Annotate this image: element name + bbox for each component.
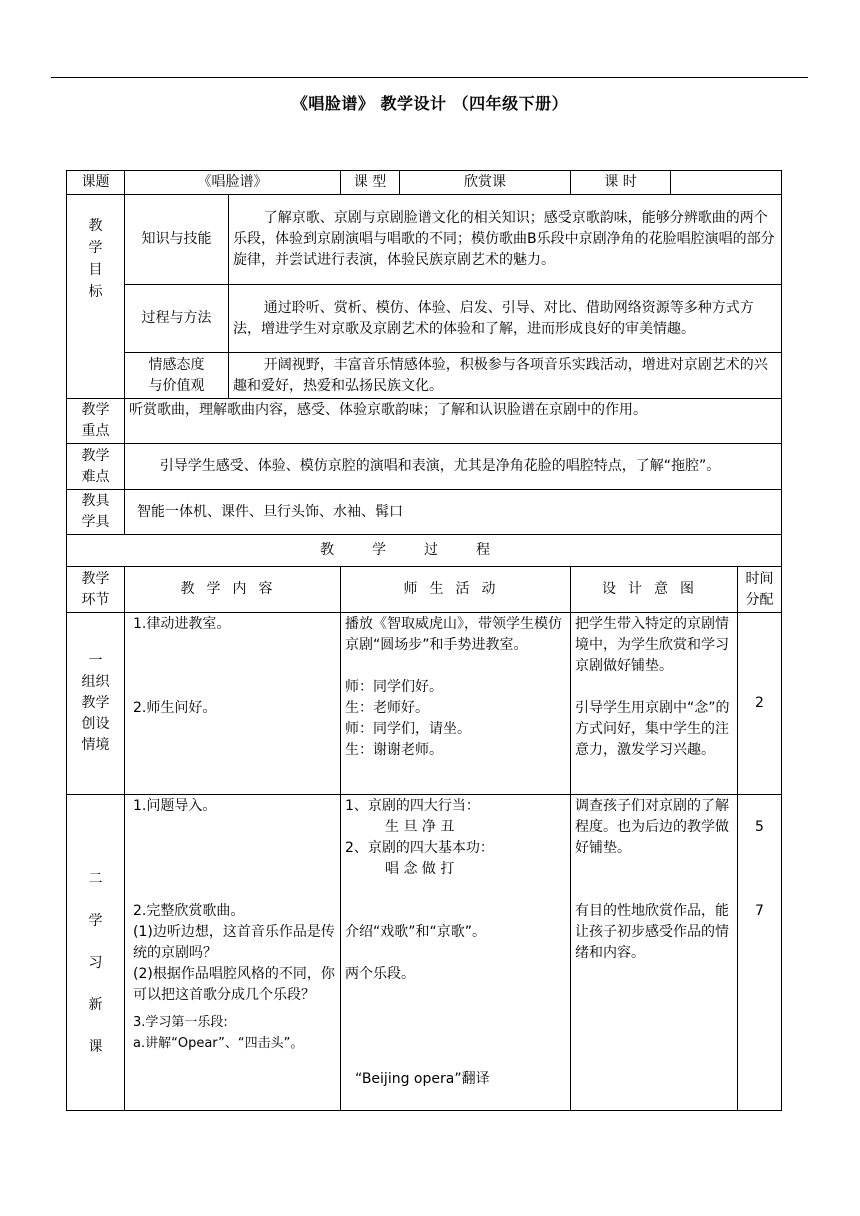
header-row (67, 171, 782, 195)
header-rule (51, 77, 808, 78)
hours-label: 课 时 (571, 171, 671, 195)
process-heading: 教学过程 (67, 535, 782, 567)
col-intent: 设计意图 (571, 567, 738, 613)
emotion-label: 情感态度 与价值观 (125, 353, 229, 399)
stage1-label: 一 组织 教学 创设 情境 (67, 613, 125, 795)
col-stage: 教学 环节 (67, 567, 125, 613)
col-time: 时间 分配 (738, 567, 782, 613)
stage1-time: 2 (738, 613, 782, 795)
topic-value: 《唱脸谱》 (125, 171, 341, 195)
key-point-text: 听赏歌曲，理解歌曲内容，感受、体验京歌韵味；了解和认识脸谱在京剧中的作用。 (125, 399, 782, 444)
tools-label: 教具 学具 (67, 490, 125, 535)
stage2-label: 二 学 习 新 课 (67, 795, 125, 1111)
difficulty-text: 引导学生感受、体验、模仿京腔的演唱和表演，尤其是净角花脸的唱腔特点，了解“拖腔”。 (125, 444, 782, 490)
key-point-label: 教学 重点 (67, 399, 125, 444)
col-activity: 师生活动 (341, 567, 571, 613)
stage2-time: 5 7 (738, 795, 782, 1111)
topic-label: 课题 (67, 171, 125, 195)
document-title: 《唱脸谱》 教学设计 （四年级下册） (291, 94, 569, 113)
process-header-row (67, 567, 782, 613)
knowledge-label: 知识与技能 (125, 195, 229, 285)
emotion-text: 开阔视野，丰富音乐情感体验，积极参与各项音乐实践活动，增进对京剧艺术的兴趣和爱好，热爱和弘扬民族文化。 (229, 353, 782, 399)
tools-text: 智能一体机、课件、旦行头饰、水袖、髯口 (125, 490, 782, 535)
stage1-row (67, 613, 782, 795)
type-value: 欣赏课 (400, 171, 571, 195)
stage1-activity: 播放《智取威虎山》，带领学生模仿京剧“圆场步”和手势进教室。 师：同学们好。 生：老师好。 师：同学们，请坐。 生：谢谢老师。 (341, 613, 571, 795)
lesson-plan-table (66, 170, 782, 1111)
hours-value (671, 171, 782, 195)
stage1-intent: 把学生带入特定的京剧情境中，为学生欣赏和学习京剧做好铺垫。 引导学生用京剧中“念”的方式问好，集中学生的注意力，激发学习兴趣。 (571, 613, 738, 795)
col-content: 教学内容 (125, 567, 341, 613)
process-method-label: 过程与方法 (125, 285, 229, 353)
knowledge-text: 了解京歌、京剧与京剧脸谱文化的相关知识；感受京歌韵味，能够分辨歌曲的两个乐段，体验到京剧演唱与唱歌的不同；模仿歌曲B乐段中京剧净角的花脸唱腔演唱的部分旋律，并尝试进行表演，体验民族京剧艺术的魅力。 (229, 195, 782, 285)
stage2-activity: 1、京剧的四大行当： 生 旦 净 丑 2、京剧的四大基本功： 唱 念 做 打 介绍“戏歌”和“京歌”。 两个乐段。 “Beijing opera”翻译 (341, 795, 571, 1111)
process-method-text: 通过聆听、赏析、模仿、体验、启发、引导、对比、借助网络资源等多种方式方法，增进学生对京歌及京剧艺术的体验和了解，进而形成良好的审美情趣。 (229, 285, 782, 353)
objectives-label: 教学目标 (67, 195, 125, 399)
type-label: 课 型 (341, 171, 400, 195)
stage2-intent: 调查孩子们对京剧的了解程度。也为后边的教学做好铺垫。 有目的性地欣赏作品，能让孩子初步感受作品的情绪和内容。 (571, 795, 738, 1111)
stage2-row (67, 795, 782, 1111)
difficulty-label: 教学 难点 (67, 444, 125, 490)
stage2-content: 1.问题导入。 2.完整欣赏歌曲。 (1)边听边想，这首音乐作品是传统的京剧吗？ (2)根据作品唱腔风格的不同，你可以把这首歌分成几个乐段？ 3.学习第一乐段: a.讲解“Opear”、“四击头”。 (125, 795, 341, 1111)
stage1-content: 1.律动进教室。 2.师生问好。 (125, 613, 341, 795)
